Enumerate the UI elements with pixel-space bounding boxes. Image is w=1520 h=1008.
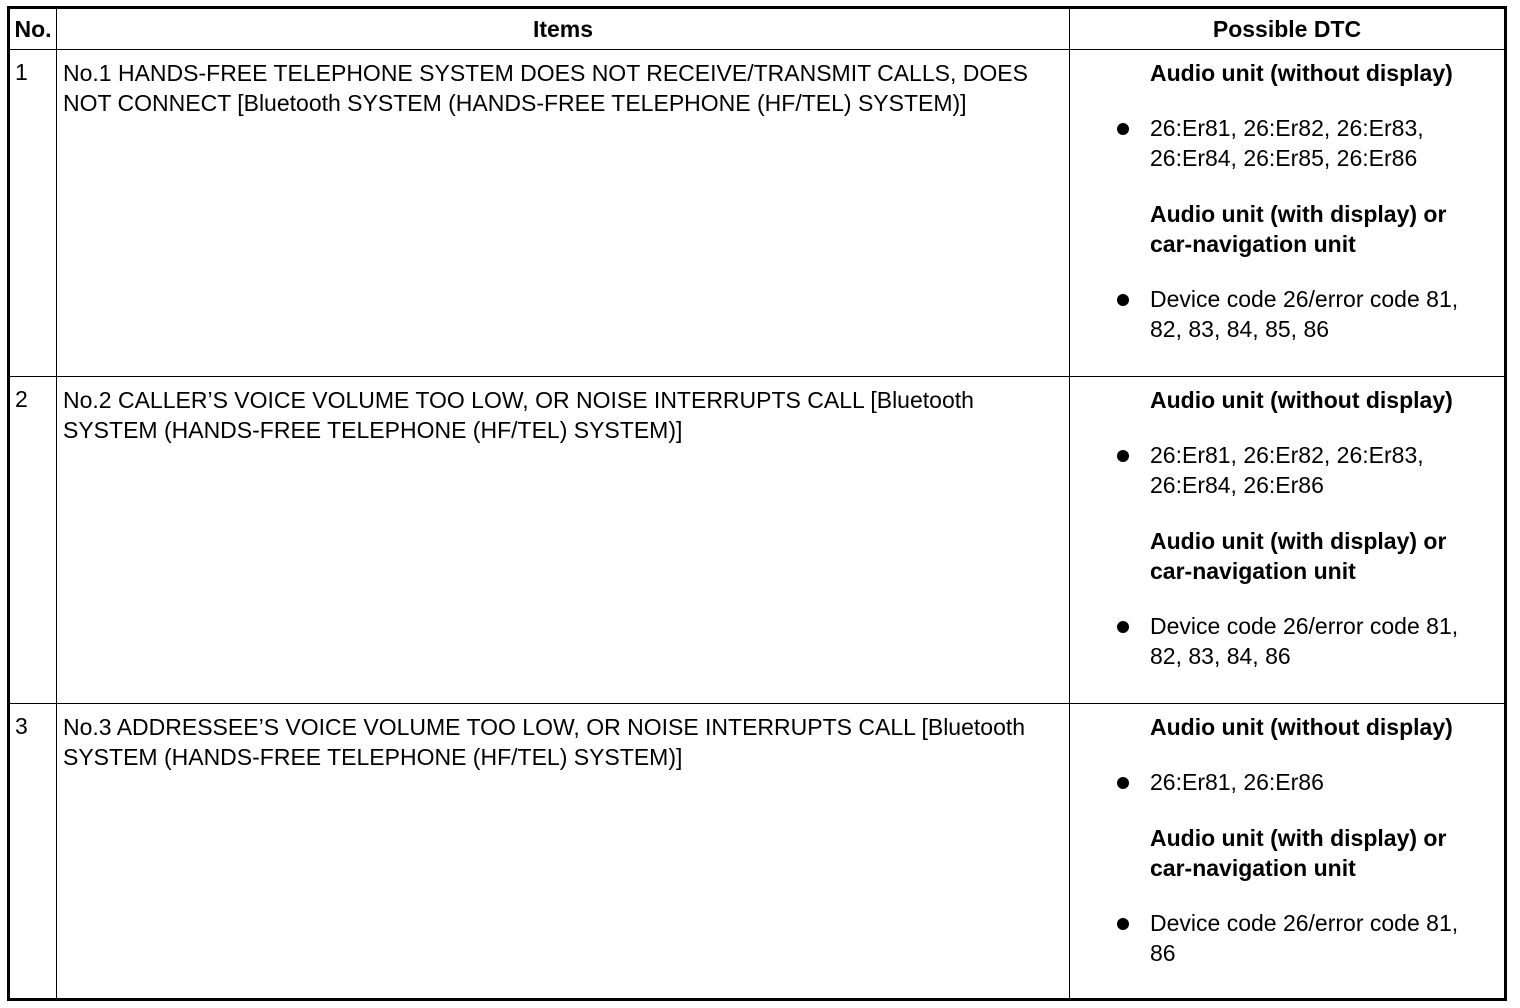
- dtc-group: [1070, 712, 1484, 797]
- table-row: [9, 50, 1506, 377]
- dtc-code-item: [1150, 767, 1484, 797]
- row-number: 1: [9, 50, 57, 377]
- dtc-unit-heading: Audio unit (without display): [1150, 60, 1453, 86]
- dtc-group: [1070, 199, 1484, 344]
- bullet-icon: [1117, 918, 1129, 930]
- bullet-icon: [1117, 450, 1129, 462]
- dtc-code-item: [1150, 908, 1484, 968]
- header-items: Items: [57, 8, 1070, 50]
- dtc-unit-heading: Audio unit (without display): [1150, 714, 1453, 740]
- dtc-unit-heading: Audio unit (with display) or car-navigation unit: [1150, 528, 1447, 584]
- header-possible-dtc: Possible DTC: [1070, 8, 1506, 50]
- row-number: 2: [9, 377, 57, 704]
- row-number: 3: [9, 704, 57, 1000]
- dtc-unit-heading: Audio unit (without display): [1150, 387, 1453, 413]
- dtc-code-text: 26:Er81, 26:Er82, 26:Er83, 26:Er84, 26:Er86: [1150, 442, 1424, 498]
- dtc-group: [1070, 385, 1484, 500]
- table-row: [9, 377, 1506, 704]
- dtc-code-item: [1150, 611, 1484, 671]
- dtc-code-text: Device code 26/error code 81, 86: [1150, 910, 1459, 966]
- dtc-group: [1070, 526, 1484, 671]
- header-row: [9, 8, 1506, 50]
- dtc-code-item: [1150, 440, 1484, 500]
- bullet-icon: [1117, 777, 1129, 789]
- dtc-code-text: Device code 26/error code 81, 82, 83, 84, 86: [1150, 613, 1459, 669]
- bullet-icon: [1117, 621, 1129, 633]
- dtc-code-text: 26:Er81, 26:Er82, 26:Er83, 26:Er84, 26:Er85, 26:Er86: [1150, 115, 1424, 171]
- dtc-group: [1070, 823, 1484, 968]
- table-header: [9, 8, 1506, 50]
- row-item-text: No.2 CALLER’S VOICE VOLUME TOO LOW, OR NOISE INTERRUPTS CALL [Bluetooth SYSTEM (HANDS-FREE TELEPHONE (HF/TEL) SYSTEM)]: [57, 377, 1070, 704]
- dtc-code-item: [1150, 113, 1484, 173]
- dtc-group: [1070, 58, 1484, 173]
- row-item-text: No.3 ADDRESSEE’S VOICE VOLUME TOO LOW, OR NOISE INTERRUPTS CALL [Bluetooth SYSTEM (HANDS-FREE TELEPHONE (HF/TEL) SYSTEM)]: [57, 704, 1070, 1000]
- dtc-code-text: Device code 26/error code 81, 82, 83, 84, 85, 86: [1150, 286, 1459, 342]
- row-dtc-cell: [1070, 50, 1506, 377]
- row-dtc-cell: [1070, 377, 1506, 704]
- row-dtc-cell: [1070, 704, 1506, 1000]
- dtc-table: [7, 6, 1507, 1001]
- row-item-text: No.1 HANDS-FREE TELEPHONE SYSTEM DOES NOT RECEIVE/TRANSMIT CALLS, DOES NOT CONNECT [Bluetooth SYSTEM (HANDS-FREE TELEPHONE (HF/TEL) SYSTEM)]: [57, 50, 1070, 377]
- dtc-code-item: [1150, 284, 1484, 344]
- dtc-unit-heading: Audio unit (with display) or car-navigation unit: [1150, 201, 1447, 257]
- header-no: No.: [9, 8, 57, 50]
- table-row: [9, 704, 1506, 1000]
- bullet-icon: [1117, 123, 1129, 135]
- dtc-unit-heading: Audio unit (with display) or car-navigation unit: [1150, 825, 1447, 881]
- bullet-icon: [1117, 294, 1129, 306]
- dtc-code-text: 26:Er81, 26:Er86: [1150, 769, 1324, 795]
